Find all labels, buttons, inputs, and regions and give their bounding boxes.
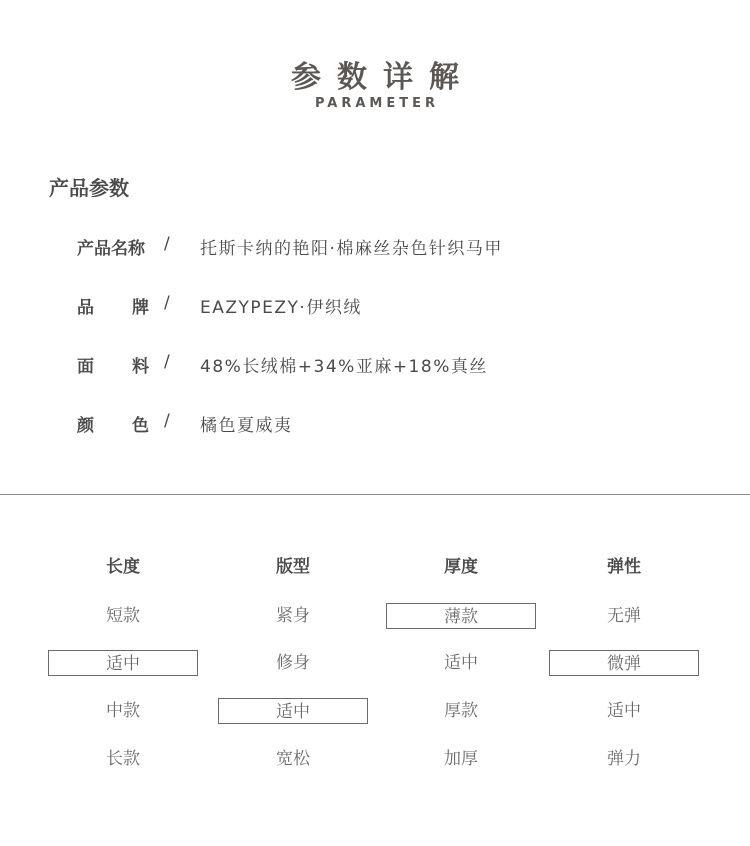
param-separator: / (164, 411, 170, 431)
section-title: 产品参数 (49, 176, 129, 200)
spec-option-selected: 微弹 (549, 650, 699, 676)
spec-option: 弹力 (607, 749, 641, 769)
spec-column-title: 长度 (106, 557, 140, 577)
spec-column-title: 厚度 (444, 557, 478, 577)
spec-column-elasticity (549, 552, 699, 769)
param-separator: / (164, 234, 170, 254)
spec-option-selected: 适中 (48, 650, 198, 676)
spec-option: 宽松 (276, 749, 310, 769)
param-value: 托斯卡纳的艳阳·棉麻丝杂色针织马甲 (200, 239, 503, 259)
spec-option: 适中 (607, 701, 641, 721)
param-key-char: 面 (77, 357, 94, 377)
spec-column-fit (218, 552, 368, 769)
spec-option-selected: 薄款 (386, 603, 536, 629)
param-key (77, 293, 149, 318)
spec-option-selected: 适中 (218, 698, 368, 724)
spec-option: 加厚 (444, 749, 478, 769)
param-key-char: 料 (132, 357, 149, 377)
param-value: EAZYPEZY·伊织绒 (200, 298, 362, 318)
spec-option: 中款 (106, 701, 140, 721)
spec-option: 紧身 (276, 606, 310, 626)
page-subtitle: PARAMETER (314, 96, 440, 111)
param-separator: / (164, 352, 170, 372)
param-key-char: 牌 (132, 298, 149, 318)
param-key: 产品名称 (77, 239, 145, 259)
spec-column-title: 版型 (276, 557, 310, 577)
param-key-char: 色 (132, 416, 149, 436)
param-key-char: 品 (77, 298, 94, 318)
param-separator: / (164, 293, 170, 313)
spec-column-thickness (386, 552, 536, 769)
param-key (77, 352, 149, 377)
param-value: 橘色夏威夷 (200, 416, 293, 436)
spec-option: 厚款 (444, 701, 478, 721)
spec-option: 短款 (106, 606, 140, 626)
section-divider (0, 494, 750, 495)
spec-option: 适中 (444, 653, 478, 673)
param-value: 48%长绒棉+34%亚麻+18%真丝 (200, 357, 488, 377)
spec-column-title: 弹性 (607, 557, 641, 577)
spec-option: 长款 (106, 749, 140, 769)
spec-column-length (48, 552, 198, 769)
param-key-char: 颜 (77, 416, 94, 436)
spec-option: 修身 (276, 653, 310, 673)
spec-option: 无弹 (607, 606, 641, 626)
param-key (77, 411, 149, 436)
page-title: 参数详解 (291, 60, 475, 95)
